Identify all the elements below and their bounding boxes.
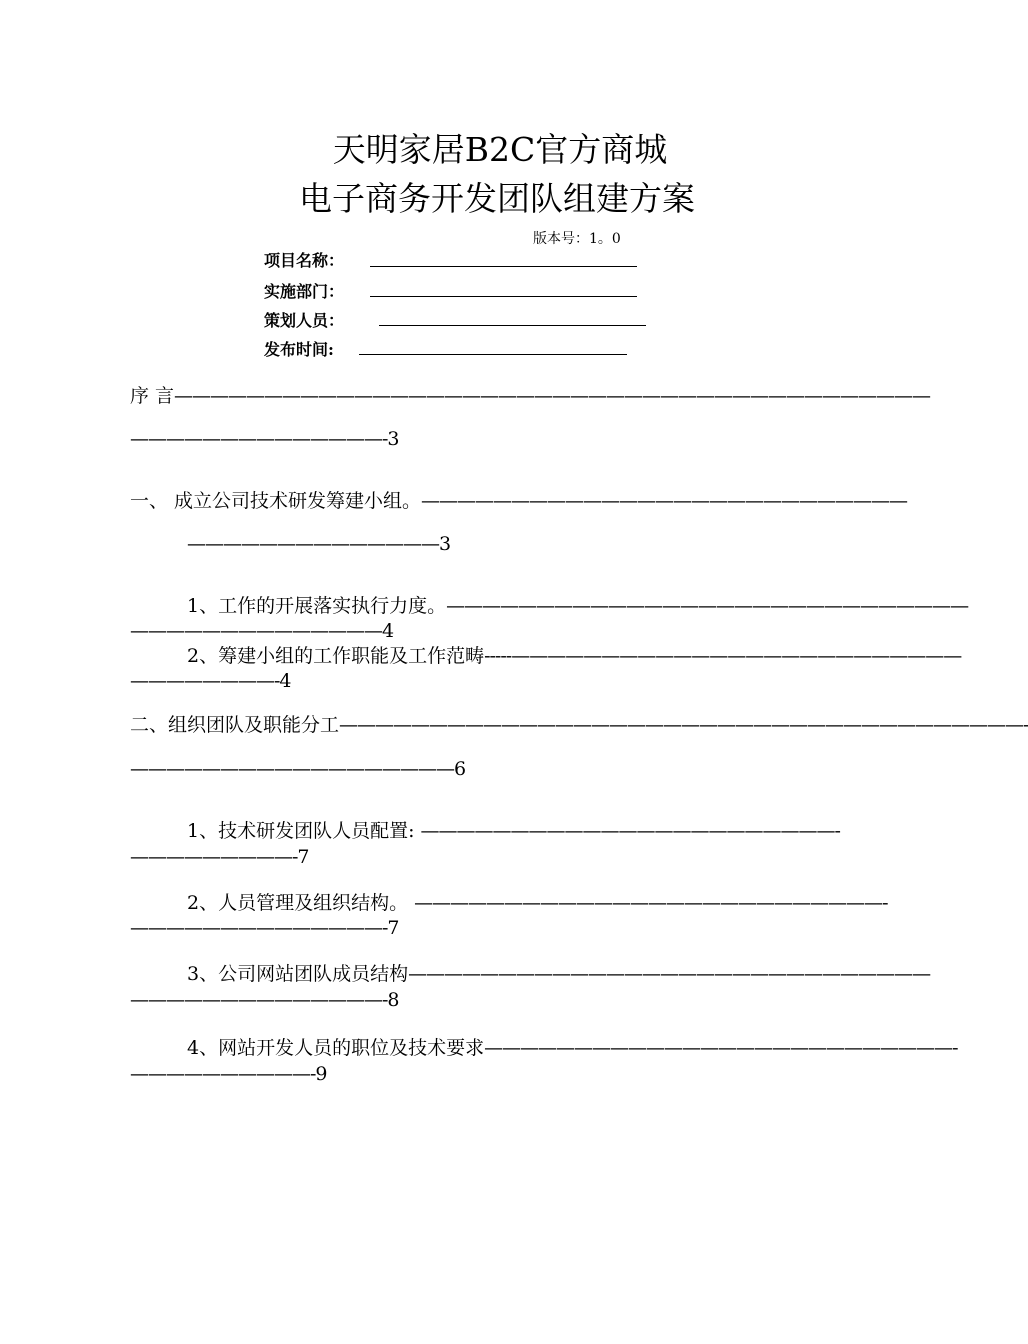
version-number: 版本号：1。0 xyxy=(533,231,621,247)
toc-entry-label: 序 言 xyxy=(130,385,175,407)
toc-leader-dashes: ——————————————————————————- xyxy=(484,1037,958,1059)
toc-entry-page-1-1: ——————————————4 xyxy=(130,620,394,642)
toc-entry-label: 1、工作的开展落实执行力度。 xyxy=(187,595,447,617)
toc-entry-preface[interactable] xyxy=(130,384,931,408)
toc-leader-dashes: ——————————————————————————- xyxy=(414,892,888,914)
toc-entry-1-1[interactable] xyxy=(187,594,969,618)
project-name-blank-line xyxy=(370,266,637,267)
toc-leader-dashes: ——————————————————————————— xyxy=(421,490,908,512)
toc-entry-page-preface: ——————————————-3 xyxy=(130,428,399,450)
toc-entry-label: 一、 成立公司技术研发筹建小组。 xyxy=(130,490,422,512)
toc-entry-label: 二、组织团队及职能分工 xyxy=(130,714,340,736)
toc-entry-section-1[interactable] xyxy=(130,489,908,513)
toc-entry-2-3[interactable] xyxy=(187,962,931,986)
toc-entry-page-2-2: ——————————————-7 xyxy=(130,917,399,939)
toc-leader-dashes: —————————————————————————————————————————— xyxy=(174,385,931,407)
toc-entry-section-2[interactable] xyxy=(130,713,1028,737)
project-name-label: 项目名称： xyxy=(264,251,345,270)
toc-entry-page-2-3: ——————————————-8 xyxy=(130,989,399,1011)
toc-entry-label: 2、人员管理及组织结构。 xyxy=(187,892,415,914)
toc-entry-label: 4、网站开发人员的职位及技术要求 xyxy=(187,1037,485,1059)
toc-entry-page-section-2: ——————————————————6 xyxy=(130,758,466,780)
toc-leader-dashes: ————————————————————————————— xyxy=(446,595,969,617)
toc-leader-dashes: ———————————————————————- xyxy=(420,820,840,842)
department-label: 实施部门： xyxy=(264,282,345,301)
toc-entry-page-2-1: —————————-7 xyxy=(130,846,309,868)
toc-leader-dashes: -----————————————————————————— xyxy=(484,645,962,667)
toc-leader-dashes: ————————————————————————————— xyxy=(408,963,931,985)
publish-time-blank-line xyxy=(359,354,627,355)
toc-entry-2-2[interactable] xyxy=(187,891,888,915)
document-title-line2: 电子商务开发团队组建方案 xyxy=(299,179,695,218)
toc-entry-page-2-4: ——————————-9 xyxy=(130,1063,327,1085)
toc-entry-page-section-1: ——————————————3 xyxy=(187,533,451,555)
planner-label: 策划人员： xyxy=(264,311,345,330)
toc-entry-label: 3、公司网站团队成员结构 xyxy=(187,963,409,985)
department-blank-line xyxy=(370,296,637,297)
toc-entry-page-1-2: ————————-4 xyxy=(130,670,291,692)
planner-blank-line xyxy=(379,325,646,326)
toc-entry-label: 1、技术研发团队人员配置: xyxy=(187,820,421,842)
toc-entry-2-4[interactable] xyxy=(187,1036,958,1060)
toc-entry-label: 2、筹建小组的工作职能及工作范畴 xyxy=(187,645,485,667)
publish-time-label: 发布时间: xyxy=(264,340,334,359)
toc-leader-dashes: ——————————————————————————————————————- xyxy=(339,714,1028,736)
toc-entry-2-1[interactable] xyxy=(187,819,850,843)
document-title-line1: 天明家居B2C官方商城 xyxy=(332,130,668,169)
toc-entry-1-2[interactable] xyxy=(187,644,962,668)
